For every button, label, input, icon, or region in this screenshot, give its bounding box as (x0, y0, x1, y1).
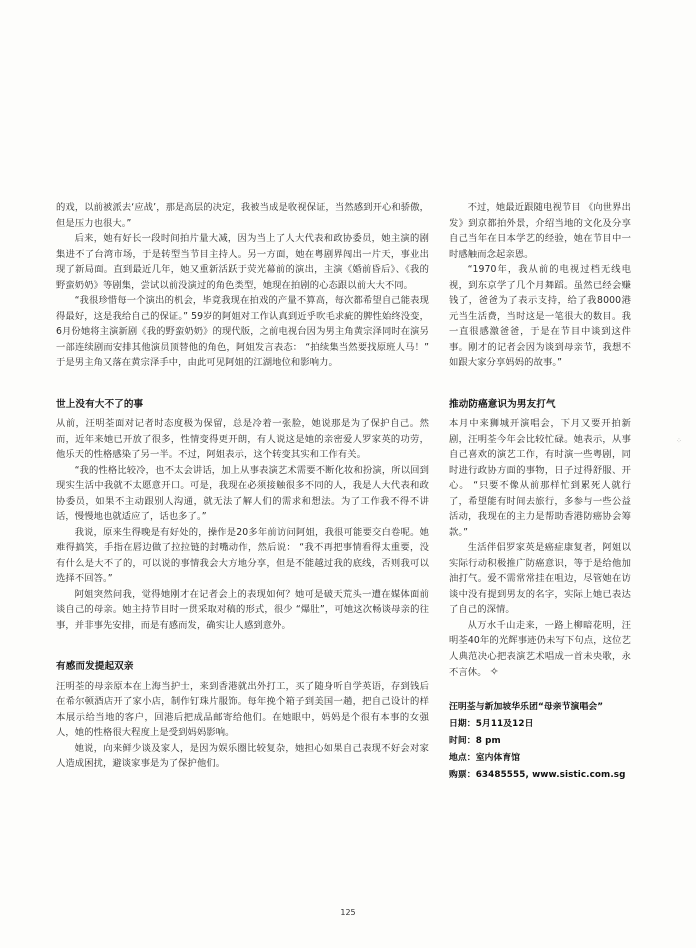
event-venue-label: 地点： (449, 752, 476, 763)
main-column (56, 200, 429, 772)
section-heading-parents: 有感而发提起双亲 (56, 661, 134, 672)
section1-paragraph-2: “我的性格比较冷，也不太会讲话，加上从事表演艺术需要不断化妆和扮演，所以回到现实生活中我就不太愿意开口。可是，我现在必须接触很多不同的人，我是人大代表和政协委员，如果不主动跟别人沟通，就无法了解人们的需求和想法。为了工作我不得不讲话，慢慢地也就适应了，话也多了。” (56, 464, 429, 522)
section-heading-cancer-awareness: 推动防癌意识为男友打气 (449, 398, 556, 410)
section1-paragraph-1: 从前，汪明荃面对记者时态度极为保留，总是冷着一张脸，她说那是为了保护自己。然而，近年来她已开放了很多，性情变得更开朗，有人说这是她的亲密爱人罗家英的功劳，他乐天的性格感染了另一半。不过，阿姐表示，这个转变其实和工作有关。 (56, 418, 429, 460)
end-mark-icon: ✧ (489, 665, 499, 678)
event-date (449, 716, 631, 733)
page-number: 125 (340, 908, 356, 917)
section1-paragraph-3: 我说，原来生得晚是有好处的，操作是20多年前访问阿姐，我很可能要交白卷呢。她难得搞笑，手指在唇边做了拉拉链的封嘴动作，然后说： “我不再把事情看得太重要，没有什么是大不了的，可以说的事情我会大方地分享，但是不能越过我的底线，否则我可以选择不回答。” (56, 526, 429, 584)
event-date-value: 5月11及12日 (475, 718, 534, 729)
event-ticket-label: 购票： (449, 769, 476, 780)
section-heading-no-big-deal: 世上没有大不了的事 (56, 398, 144, 410)
event-ticket-value: 63485555, www.sistic.com.sg (475, 769, 626, 780)
event-time (449, 733, 631, 750)
event-time-value: 8 pm (475, 735, 501, 746)
event-title: 汪明荃与新加坡华乐团“母亲节演唱会” (449, 701, 604, 712)
event-tickets (449, 767, 631, 784)
event-venue (449, 750, 631, 767)
side-intro-paragraph-2: “1970年，我从前的电视过档无线电视，到东京学了几个月舞蹈。虽然已经会赚钱了，爸爸为了表示支持，给了我8000港元当生活费，当时这是一笔很大的数目。我一直很感激爸爸，于是在节目中谈到这件事。刚才的记者会因为谈到母亲节，我想不如跟大家分享妈妈的故事。” (449, 264, 631, 368)
side-intro-paragraph-1: 不过，她最近跟随电视节目 《向世界出发》到京都拍外景，介绍当地的文化及分享自己当年在日本学艺的经验，她在节目中一时感触而念起亲恩。 (449, 202, 631, 260)
event-date-label: 日期： (449, 718, 476, 729)
side-section-paragraph-1: 本月中来狮城开演唱会，下月又要开拍新剧，汪明荃今年会比较忙碌。她表示，从事自己喜欢的演艺工作，有时演一些粤剧，同时进行政协方面的事物，日子过得舒服、开心。 “只要不像从前那样忙到累死人就行了，希望能有时间去旅行，多参与一些公益活动，我现在的主力是帮助香港防癌协会筹款。” (449, 418, 631, 538)
side-section-paragraph-3 (449, 618, 631, 681)
event-venue-value: 室内体育馆 (475, 752, 521, 763)
side-column (449, 200, 631, 784)
intro-paragraph-3: “我很珍惜每一个演出的机会，毕竟我现在拍戏的产量不算高，每次都希望自己能表现得最好，这是我给自己的保证。” 59岁的阿姐对工作认真到近乎吹毛求疵的脾性始终没变，6月份她将主演新剧《我的野蛮奶奶》的现代版，之前电视台因为男主角黄宗泽同时在演另一部连续剧而安排其他演员顶替他的角色，阿姐发言表态： “拍续集当然要找原班人马！” 于是男主角又落在黄宗泽手中，由此可见阿姐的江湖地位和影响力。 (56, 295, 429, 368)
event-time-label: 时间： (449, 735, 476, 746)
intro-paragraph-2: 后来，她有好长一段时间拍片量大减，因为当上了人大代表和政协委员，她主演的剧集进不了台湾市场，于是转型当节目主持人。另一方面，她在粤剧界闯出一片天，事业出现了新局面。直到最近几年，她又重新活跃于荧光幕前的演出，主演《婚前昏后》、《我的野蛮奶奶》等剧集，尝试以前没演过的角色类型，她现在拍剧的心态跟以前大大不同。 (56, 233, 429, 291)
section1-paragraph-4: 阿姐突然问我，觉得她刚才在记者会上的表现如何？她可是破天荒头一遭在媒体面前谈自己的母亲。她主持节目时一贯采取对稿的形式，很少 “爆肚”，可她这次畅谈母亲的往事，并非事先安排，而是有感而发，确实让人感到意外。 (56, 588, 429, 631)
intro-paragraph-1: 的戏，以前被派去‘应战’，那是高层的决定，我被当成是收视保证，当然感到开心和骄傲，但是压力也很大。” (56, 202, 429, 229)
section2-paragraph-2: 她说，向来鲜少谈及家人，是因为娱乐圈比较复杂，她担心如果自己表现不好会对家人造成困扰，避谈家事是为了保护他们。 (56, 742, 429, 769)
event-info (449, 699, 631, 784)
closing-sentence: 从万水千山走来，一路上柳暗花明，汪明荃40年的光辉事迹仍未写下句点，这位艺人典范决心把表演艺术唱成一首未央歌，永不言休。 (449, 619, 631, 678)
scan-speck-decoration: ⁘ (676, 437, 682, 445)
section2-paragraph-1: 汪明荃的母亲原本在上海当护士，来到香港就出外打工，买了随身听自学英语，存到钱后在希尔顿酒店开了家小店，制作钉珠片服饰。每年挽个箱子到美国一趟，把自己设计的样本展示给当地的客户，回港后把成品邮寄给他们。在她眼中，妈妈是个很有本事的女强人，她的性格很大程度上是受到妈妈影响。 (56, 680, 429, 738)
side-section-paragraph-2: 生活伴侣罗家英是癌症康复者，阿姐以实际行动积极推广防癌意识，等于是给他加油打气。爱不需常常挂在咀边，尽管她在访谈中没有提到男友的名字，实际上她已表达了自己的深情。 (449, 542, 631, 615)
